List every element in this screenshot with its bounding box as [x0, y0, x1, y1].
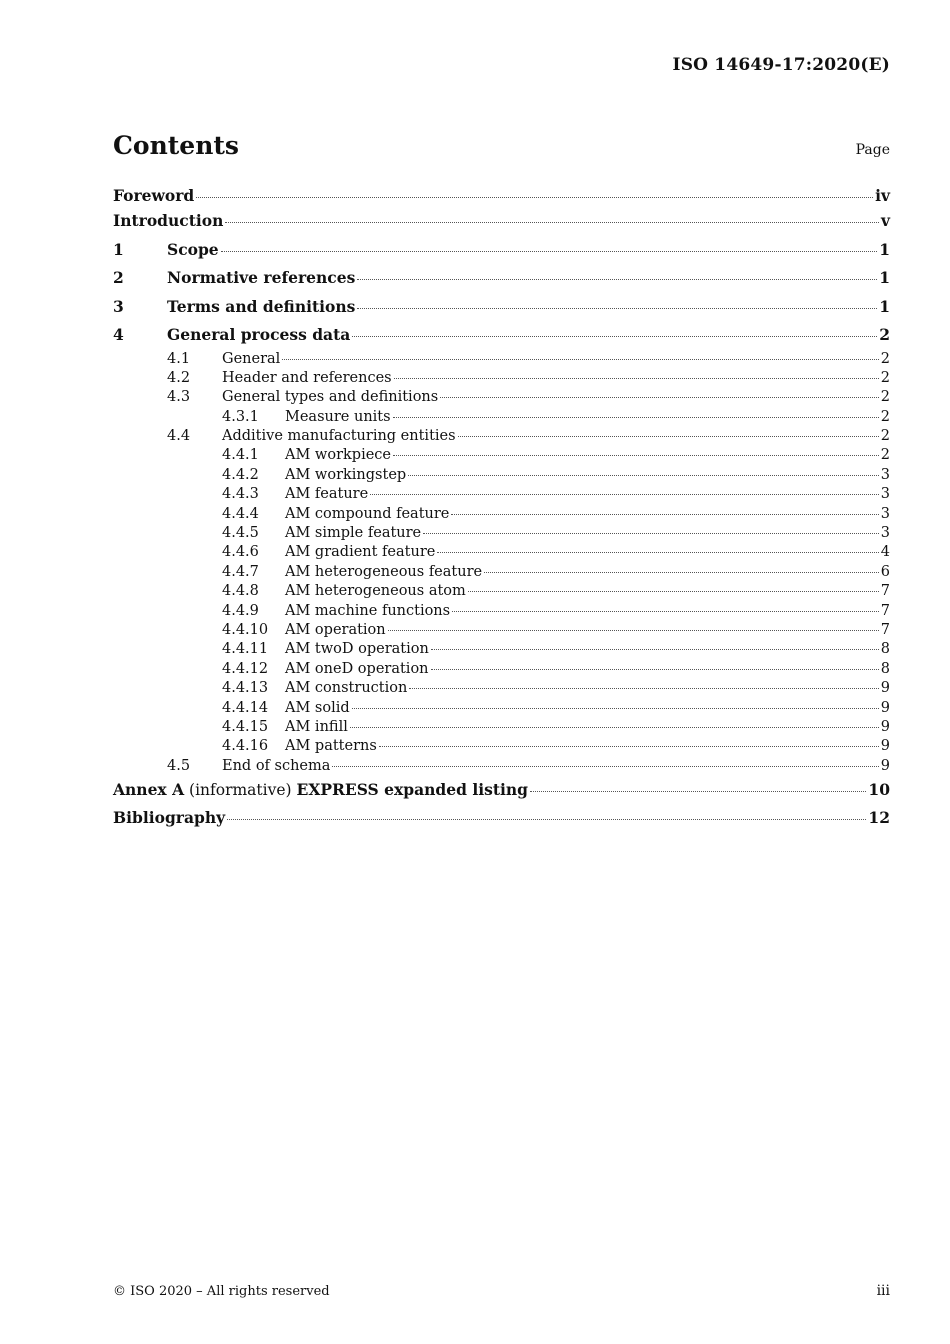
toc-entry-title: AM oneD operation	[285, 660, 429, 677]
toc-entry-title: AM feature	[285, 486, 369, 503]
toc-entry-number: 4.4.8	[222, 583, 259, 600]
toc-entry-title: AM machine functions	[285, 602, 451, 619]
toc-entry-number: 3	[113, 296, 124, 316]
toc-dot-leader	[408, 474, 879, 476]
toc-dot-leader	[394, 377, 879, 379]
toc-entry-page: 1	[879, 239, 890, 259]
toc-entry-title: Measure units	[285, 408, 391, 425]
toc-entry[interactable]	[113, 582, 890, 601]
toc-entry-number: 4.4.13	[222, 680, 269, 697]
toc-dot-leader	[352, 335, 877, 337]
toc-entry-page: 7	[880, 621, 890, 638]
toc-dot-leader	[393, 416, 879, 418]
toc-dot-leader	[350, 726, 879, 728]
toc-entry-number: 1	[113, 239, 124, 259]
toc-entry-number: 4.4.7	[222, 563, 259, 580]
toc-entry[interactable]	[113, 505, 890, 524]
toc-entry[interactable]	[113, 602, 890, 621]
toc-entry-number: 4.4.16	[222, 738, 269, 755]
toc-dot-leader	[484, 571, 879, 573]
toc-dot-leader	[357, 307, 877, 309]
toc-entry-page: 7	[880, 583, 890, 600]
toc-entry-title	[113, 776, 528, 804]
toc-entry-page: 4	[880, 544, 890, 561]
toc-entry-page: 1	[879, 296, 890, 316]
toc-entry-title: AM twoD operation	[285, 641, 429, 658]
toc-entry[interactable]	[113, 388, 890, 407]
toc-entry-number: 4.4.9	[222, 602, 259, 619]
toc-entry-page: 3	[880, 486, 890, 503]
toc-dot-leader	[196, 196, 873, 198]
footer-page-number: iii	[876, 1283, 890, 1299]
toc-entry-page: 8	[880, 660, 890, 677]
page-column-label: Page	[855, 142, 890, 158]
toc-entry[interactable]	[113, 621, 890, 640]
toc-dot-leader	[458, 435, 879, 437]
toc-entry[interactable]	[113, 264, 890, 293]
toc-dot-leader	[221, 250, 878, 252]
toc-dot-leader	[282, 358, 878, 360]
toc-entry-title: Bibliography	[113, 808, 226, 828]
toc-entry-page: 2	[880, 428, 890, 445]
toc-entry[interactable]	[113, 466, 890, 485]
toc-entry[interactable]	[113, 236, 890, 265]
toc-entry-page: 9	[880, 738, 890, 755]
toc-entry-title: Foreword	[113, 186, 195, 205]
toc-entry-title: Introduction	[113, 211, 224, 230]
toc-entry[interactable]	[113, 369, 890, 388]
toc-entry-number: 4.4.5	[222, 525, 259, 542]
toc-entry-title-part: Annex A	[113, 780, 185, 800]
contents-heading: Contents	[113, 131, 240, 160]
toc-dot-leader	[431, 668, 879, 670]
toc-entry-title: AM patterns	[285, 738, 377, 755]
toc-entry-title: Header and references	[222, 369, 392, 386]
toc-dot-leader	[451, 513, 878, 515]
toc-entry-page: 9	[880, 718, 890, 735]
toc-dot-leader	[227, 818, 866, 820]
toc-entry-number: 4.4.2	[222, 466, 259, 483]
table-of-contents	[113, 185, 890, 833]
toc-entry[interactable]	[113, 543, 890, 562]
toc-entry-page: 8	[880, 641, 890, 658]
toc-dot-leader	[388, 629, 879, 631]
toc-entry[interactable]	[113, 640, 890, 659]
toc-entry-page: 2	[879, 325, 890, 344]
toc-dot-leader	[431, 648, 879, 650]
toc-entry[interactable]	[113, 185, 890, 207]
toc-entry-number: 4.4.1	[222, 447, 259, 464]
toc-entry-title: AM heterogeneous atom	[285, 583, 466, 600]
toc-entry[interactable]	[113, 293, 890, 322]
toc-entry-page: 3	[880, 466, 890, 483]
toc-entry-page: 12	[868, 808, 890, 828]
toc-entry-title-part: EXPRESS expanded listing	[296, 780, 528, 800]
toc-entry-number: 4.4.10	[222, 621, 269, 638]
toc-entry-title: AM gradient feature	[285, 544, 436, 561]
toc-entry-page: 2	[880, 369, 890, 386]
toc-entry[interactable]	[113, 757, 890, 776]
toc-entry-number: 4.4.12	[222, 660, 269, 677]
toc-entry[interactable]	[113, 660, 890, 679]
toc-entry-number: 4	[113, 325, 124, 344]
toc-dot-leader	[437, 551, 878, 553]
toc-entry-number: 4.4.15	[222, 718, 269, 735]
toc-entry-title: Additive manufacturing entities	[222, 428, 456, 445]
toc-entry-title: Normative references	[167, 268, 356, 287]
toc-entry-page: 9	[880, 699, 890, 716]
toc-entry-page: 9	[880, 757, 890, 774]
toc-entry-page: 2	[880, 408, 890, 425]
toc-entry-number: 4.1	[167, 350, 191, 367]
toc-entry-title: General	[222, 350, 281, 367]
toc-entry-title: AM construction	[285, 680, 408, 697]
toc-entry-title-part: (informative)	[184, 781, 297, 800]
toc-entry-page: 2	[880, 350, 890, 367]
toc-entry[interactable]	[113, 427, 890, 446]
toc-entry-page: 2	[880, 389, 890, 406]
toc-entry-page: 3	[880, 505, 890, 522]
footer-copyright: © ISO 2020 – All rights reserved	[113, 1284, 330, 1299]
toc-dot-leader	[357, 278, 877, 280]
toc-dot-leader	[423, 532, 879, 534]
toc-entry-page: 2	[880, 447, 890, 464]
toc-dot-leader	[332, 765, 878, 767]
toc-dot-leader	[409, 687, 878, 689]
toc-entry-number: 4.4.11	[222, 641, 269, 658]
toc-entry-title: AM compound feature	[285, 505, 450, 522]
toc-entry[interactable]	[113, 321, 890, 350]
toc-entry-number: 4.4.14	[222, 699, 269, 716]
toc-entry[interactable]	[113, 776, 890, 804]
toc-entry[interactable]	[113, 563, 890, 582]
toc-entry-number: 4.4.4	[222, 505, 259, 522]
toc-entry-title: General process data	[167, 325, 351, 344]
toc-dot-leader	[379, 745, 879, 747]
toc-entry-page: 10	[868, 780, 890, 800]
toc-entry-title: Terms and definitions	[167, 296, 356, 316]
toc-entry-title: AM simple feature	[285, 525, 422, 542]
toc-dot-leader	[452, 610, 879, 612]
toc-entry-title: AM workpiece	[285, 447, 391, 464]
toc-entry[interactable]	[113, 699, 890, 718]
toc-dot-leader	[468, 590, 879, 592]
toc-entry-title: AM workingstep	[285, 466, 407, 483]
toc-dot-leader	[530, 790, 866, 792]
toc-entry-number: 4.3	[167, 389, 191, 406]
toc-entry[interactable]	[113, 737, 890, 756]
toc-entry-title: AM solid	[285, 699, 350, 716]
toc-dot-leader	[393, 454, 879, 456]
toc-entry-number: 4.4	[167, 428, 191, 445]
toc-entry[interactable]	[113, 679, 890, 698]
toc-entry-number: 4.5	[167, 757, 191, 774]
toc-entry[interactable]	[113, 207, 890, 236]
toc-entry-page: 7	[880, 602, 890, 619]
toc-entry-number: 4.2	[167, 369, 191, 386]
document-id: ISO 14649-17:2020(E)	[672, 55, 890, 75]
toc-entry-page: 9	[880, 680, 890, 697]
toc-entry-number: 2	[113, 268, 124, 287]
toc-entry-page: 6	[880, 563, 890, 580]
toc-entry[interactable]	[113, 408, 890, 427]
toc-entry-page: 1	[879, 268, 890, 287]
toc-entry-number: 4.3.1	[222, 408, 259, 425]
toc-dot-leader	[352, 707, 879, 709]
toc-dot-leader	[225, 221, 879, 223]
toc-dot-leader	[370, 493, 879, 495]
toc-entry[interactable]	[113, 485, 890, 504]
toc-entry-title: End of schema	[222, 757, 331, 774]
toc-entry[interactable]	[113, 524, 890, 543]
toc-entry[interactable]	[113, 350, 890, 369]
toc-entry[interactable]	[113, 718, 890, 737]
toc-entry-page: 3	[880, 525, 890, 542]
toc-entry[interactable]	[113, 446, 890, 465]
toc-entry-page: v	[880, 211, 890, 230]
toc-entry-title: AM operation	[285, 621, 386, 638]
toc-entry-title: General types and definitions	[222, 389, 439, 406]
toc-entry-title: AM heterogeneous feature	[285, 563, 483, 580]
toc-dot-leader	[440, 396, 879, 398]
toc-entry-page: iv	[875, 186, 890, 205]
toc-entry-number: 4.4.3	[222, 486, 259, 503]
toc-entry-title: AM infill	[285, 718, 348, 735]
toc-entry-number: 4.4.6	[222, 544, 259, 561]
toc-entry[interactable]	[113, 804, 890, 833]
toc-entry-title: Scope	[167, 239, 219, 259]
